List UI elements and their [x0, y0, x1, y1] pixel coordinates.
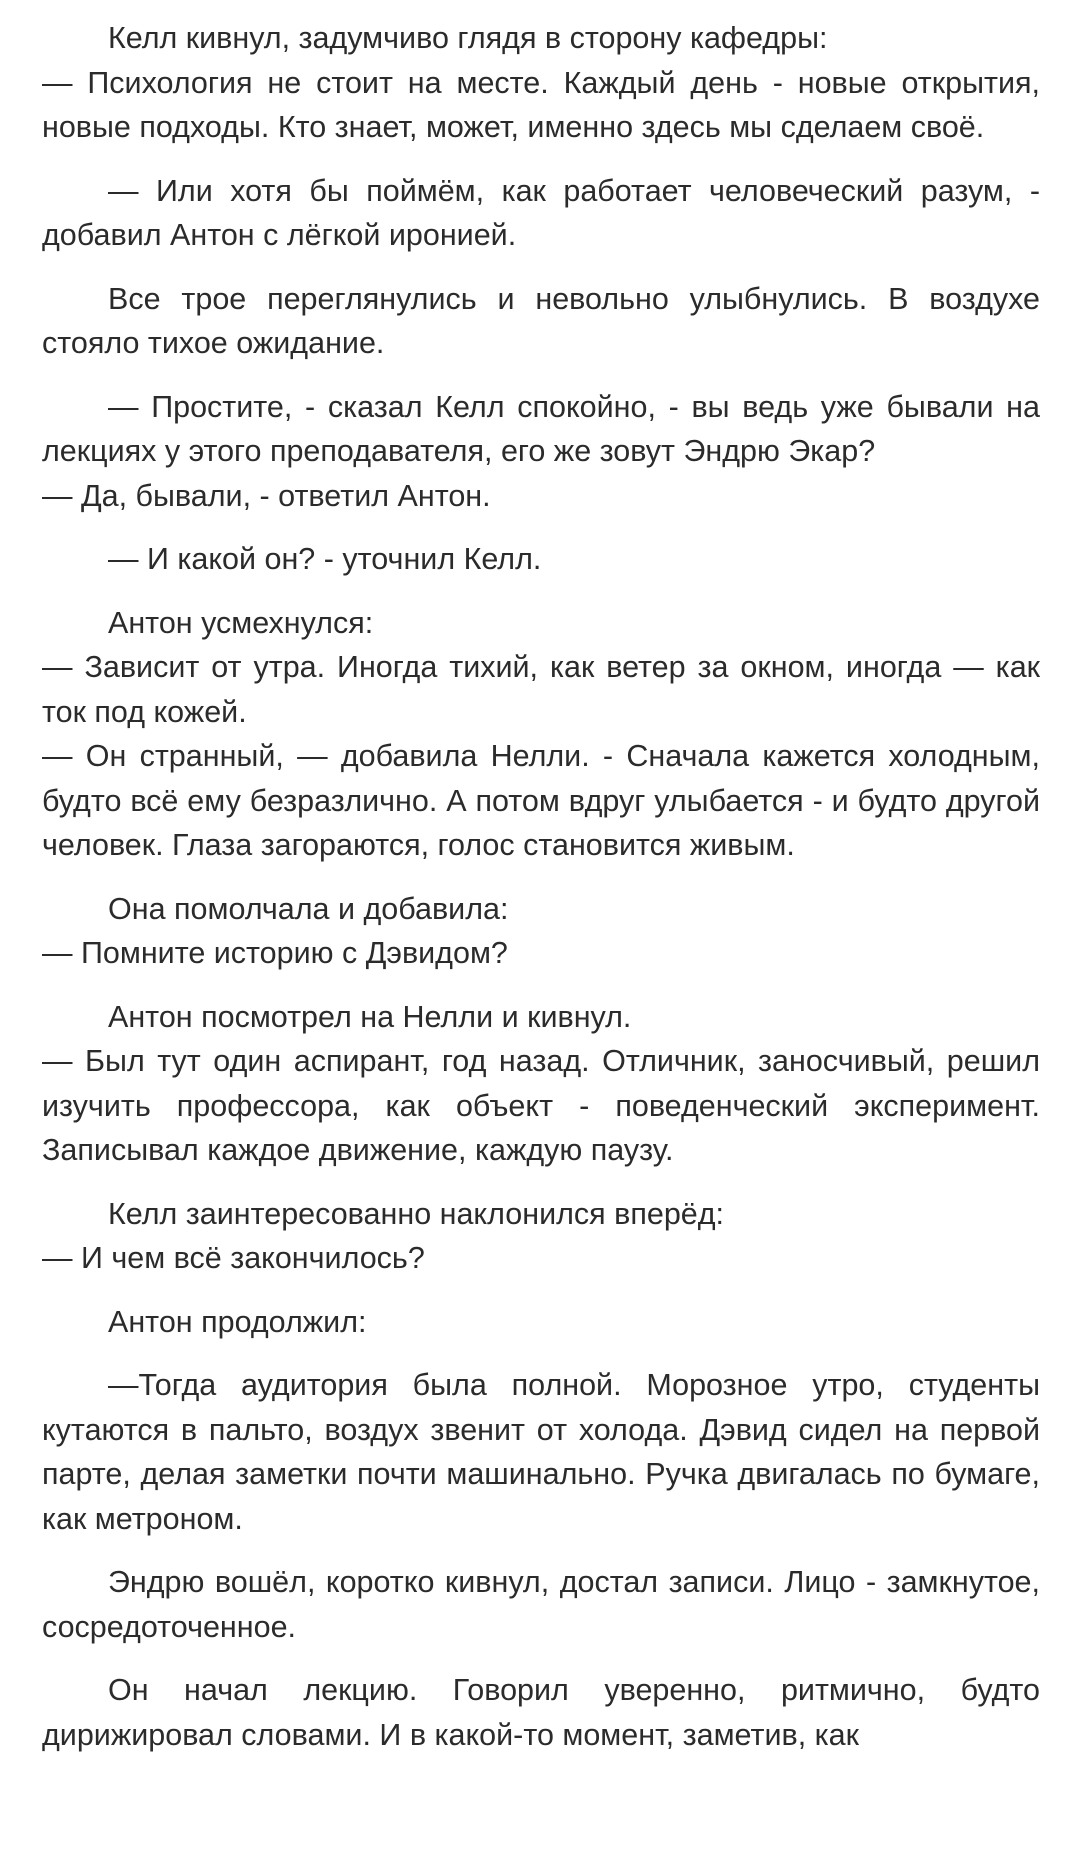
paragraph: [42, 385, 1040, 519]
text-line: — Психология не стоит на месте. Каждый день - новые открытия, новые подходы. Кто знает, может, именно здесь мы сделаем своё.: [42, 65, 1040, 144]
paragraph: [42, 995, 1040, 1173]
paragraph: [42, 1560, 1040, 1649]
text-line: Антон посмотрел на Нелли и кивнул.: [108, 999, 632, 1034]
text-line: — Да, бывали, - ответил Антон.: [42, 478, 491, 513]
text-line: — Был тут один аспирант, год назад. Отличник, заносчивый, решил изучить профессора, как объект - поведенческий эксперимент. Записывал каждое движение, каждую паузу.: [42, 1044, 1040, 1167]
paragraph: [42, 16, 1040, 150]
text-line: — И какой он? - уточнил Келл.: [108, 542, 542, 576]
paragraph: [42, 1668, 1040, 1757]
paragraph: [42, 1300, 1040, 1345]
reader-page: [42, 16, 1040, 1776]
text-line: Келл заинтересованно наклонился вперёд:: [108, 1196, 725, 1231]
paragraph: [42, 601, 1040, 868]
text-line: — Простите, - сказал Келл спокойно, - вы ведь уже бывали на лекциях у этого преподавателя, его же зовут Эндрю Экар?: [42, 389, 1040, 468]
paragraph: [42, 887, 1040, 976]
paragraph: [42, 537, 1040, 582]
text-line: Все трое переглянулись и невольно улыбнулись. В воздухе стояло тихое ожидание.: [42, 281, 1040, 360]
text-line: Он начал лекцию. Говорил уверенно, ритмично, будто дирижировал словами. И в какой-то момент, заметив, как: [42, 1673, 1040, 1752]
paragraph: [42, 169, 1040, 258]
text-line: — И чем всё закончилось?: [42, 1241, 425, 1275]
paragraph: [42, 277, 1040, 366]
text-line: — Помните историю с Дэвидом?: [42, 936, 508, 970]
paragraph: [42, 1363, 1040, 1541]
text-line: — Он странный, — добавила Нелли. - Сначала кажется холодным, будто всё ему безразлично. А потом вдруг улыбается - и будто другой человек. Глаза загораются, голос становится живым.: [42, 739, 1040, 862]
text-line: — Зависит от утра. Иногда тихий, как ветер за окном, иногда — как ток под кожей.: [42, 650, 1040, 729]
text-line: — Или хотя бы поймём, как работает человеческий разум, - добавил Антон с лёгкой иронией.: [42, 173, 1040, 252]
text-line: Келл кивнул, задумчиво глядя в сторону кафедры:: [108, 21, 828, 55]
paragraph: [42, 1192, 1040, 1281]
text-line: Эндрю вошёл, коротко кивнул, достал записи. Лицо - замкнутое, сосредоточенное.: [42, 1565, 1040, 1644]
text-line: Антон продолжил:: [108, 1304, 367, 1339]
text-line: Антон усмехнулся:: [108, 605, 374, 640]
text-line: —Тогда аудитория была полной. Морозное утро, студенты кутаются в пальто, воздух звенит от холода. Дэвид сидел на первой парте, делая заметки почти машинально. Ручка двигалась по бумаге, как метроном.: [42, 1368, 1040, 1536]
text-line: Она помолчала и добавила:: [108, 891, 509, 926]
